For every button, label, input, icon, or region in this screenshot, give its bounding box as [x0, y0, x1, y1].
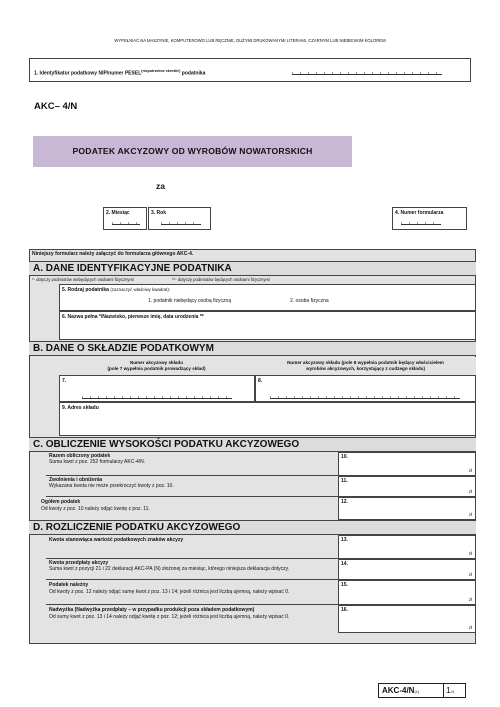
tax-due-input[interactable] — [338, 580, 476, 605]
year-input[interactable] — [161, 222, 201, 225]
overpayment-row — [46, 605, 338, 633]
exemptions-row — [46, 476, 338, 497]
col2-head-line1: Numer akcyzowy składu (pole 8 wypełnia podatnik będący właścicielem — [287, 360, 444, 365]
prepayment-input[interactable] — [338, 559, 476, 580]
field11-number: 11. — [341, 478, 348, 484]
field12-number: 12. — [341, 499, 348, 505]
col1-head-line1: Numer akcyzowy składu — [129, 360, 184, 365]
field11-unit: zł — [468, 489, 472, 494]
tax-due-desc: Od kwoty z poz. 12 należy odjąć sumę kwot z poz. 13 i 14; jeżeli różnica jest liczbą ujemną, należy wpisać 0. — [49, 589, 290, 595]
year-label: 3. Rok — [151, 210, 167, 216]
section-c-title: C. OBLICZENIE WYSOKOŚCI PODATKU AKCYZOWEGO — [33, 439, 300, 450]
tax-total-input[interactable] — [338, 452, 476, 476]
form-code: AKC– 4/N — [34, 101, 78, 112]
taxpayer-id-input[interactable] — [292, 72, 442, 75]
col2-head-line2: wyrobów akcyzowych, korzystający z cudzego składu) — [306, 366, 425, 371]
field14-number: 14. — [341, 561, 348, 567]
total-tax-row — [38, 497, 338, 519]
fill-instruction: WYPEŁNIAĆ NA MASZYNIE, KOMPUTEROWO LUB RĘCZNIE, DUŻYMI DRUKOWANYMI LITERAMI, CZARNYM LUB NIEBIESKIM KOLOREM — [114, 38, 386, 43]
field12-unit: zł — [468, 512, 472, 517]
col2-head — [255, 357, 476, 375]
col1-head-line2: (pole 7 wypełnia podatnik prowadzący skład) — [107, 366, 206, 371]
field9-label: 9. Adres składu — [62, 405, 99, 411]
field7-ticks — [82, 396, 232, 399]
footer-code-box — [378, 683, 466, 698]
footnote-legal: *- dotyczy podmiotów niebędących osobami fizycznymi — [32, 277, 134, 282]
field10-unit: zł — [468, 468, 472, 473]
field14-unit: zł — [468, 572, 472, 577]
taxpayer-id-box — [29, 58, 471, 82]
tax-due-title: Podatek należny — [49, 582, 89, 588]
footer-page: 1/4 — [446, 685, 455, 695]
taxpayer-id-label: 1. Identyfikator podatkowy NIP/numer $PESEL^{(niepotrzebne skreślić)}$ podatnika — [34, 69, 206, 77]
field7-label: 7. — [62, 378, 67, 384]
field5-label: 5. Rodzaj podatnika (zaznaczyć właściwy kwadrat): — [62, 287, 171, 293]
form-title: PODATEK AKCYZOWY OD WYROBÓW NOWATORSKICH — [72, 146, 313, 156]
prepayment-desc: Suma kwot z pozycji 21 i 22 deklaracji AKC-PA (N) złożonej za miesiąc, którego niniejsza deklaracja dotyczy. — [49, 566, 290, 572]
overpayment-title: Nadwyżka (Nadwyżka przedpłaty – w przypadku produkcji poza składem podatkowym) — [49, 607, 255, 613]
opt1-label: 1. podatnik niebędący osobą fizyczną — [148, 298, 232, 304]
field10-number: 10. — [341, 454, 348, 460]
prepayment-title: Kwota przedpłaty akcyzy — [49, 560, 109, 566]
field13-number: 13. — [341, 537, 348, 543]
tax-due-row — [46, 580, 338, 605]
other-warehouse-number-field[interactable] — [255, 375, 476, 402]
exemptions-desc: Wykazana kwota nie może przekroczyć kwoty z poz. 10. — [49, 483, 174, 489]
excise-stamps-title: Kwota stanowiąca wartość podatkowych znaków akcyzy — [49, 537, 184, 543]
month-input[interactable] — [112, 222, 140, 225]
field16-unit: zł — [468, 625, 472, 630]
za-label: za — [156, 181, 165, 191]
tax-total-row — [46, 452, 338, 476]
form-number-box[interactable] — [392, 207, 467, 230]
section-a-header — [29, 261, 476, 276]
attach-note: Niniejszy formularz należy załączyć do formularza głównego AKC-4. — [32, 251, 194, 257]
overpayment-input[interactable] — [338, 605, 476, 633]
excise-stamps-row — [46, 535, 338, 559]
excise-stamps-input[interactable] — [338, 535, 476, 559]
title-band — [33, 136, 352, 167]
field13-unit: zł — [468, 551, 472, 556]
exemptions-input[interactable] — [338, 476, 476, 497]
warehouse-address-field[interactable] — [59, 402, 476, 436]
section-b-title: B. DANE O SKŁADZIE PODATKOWYM — [33, 343, 214, 354]
field15-unit: zł — [468, 597, 472, 602]
section-a-title: A. DANE IDENTYFIKACYJNE PODATNIKA — [33, 263, 232, 274]
field8-ticks — [270, 396, 460, 399]
full-name-field[interactable] — [59, 311, 476, 340]
exemptions-title: Zwolnienia i obniżenia — [49, 477, 103, 483]
month-box[interactable] — [103, 207, 147, 230]
tax-total-desc: Suma kwot z poz. 252 formularzy AKC-4/N. — [49, 459, 146, 465]
taxpayer-type-field — [59, 284, 476, 311]
col1-head — [59, 357, 254, 375]
section-d-header — [29, 520, 476, 535]
opt2-label: 2. osoba fizyczna — [290, 298, 329, 304]
year-box[interactable] — [148, 207, 211, 230]
total-tax-desc: Od kwoty z poz. 10 należy odjąć kwotę z poz. 11. — [41, 506, 150, 512]
section-c-header — [29, 437, 476, 452]
footnote-natural: **- dotyczy podmiotów będących osobami fizycznymi — [172, 277, 270, 282]
overpayment-desc: Od sumy kwot z poz. 13 i 14 należy odjąć kwotę z poz. 12; jeżeli różnica jest liczbą ujemną, należy wpisać 0. — [49, 614, 290, 620]
footer-divider — [443, 684, 444, 697]
field15-number: 15. — [341, 582, 348, 588]
total-tax-input[interactable] — [338, 497, 476, 520]
warehouse-number-field[interactable] — [59, 375, 255, 402]
footer-code: AKC-4/N(1) — [382, 686, 420, 695]
section-d-title: D. ROZLICZENIE PODATKU AKCYZOWEGO — [33, 522, 241, 533]
form-number-input[interactable] — [401, 222, 441, 225]
field16-number: 16. — [341, 607, 348, 613]
form-number-label: 4. Numer formularza — [395, 210, 444, 216]
total-tax-title: Ogółem podatek — [41, 499, 81, 505]
field6-label: 6. Nazwa pełna */Nazwisko, pierwsze imię, data urodzenia ** — [62, 314, 204, 320]
tax-total-title: Razem obliczony podatek — [49, 453, 111, 459]
prepayment-row — [46, 559, 338, 580]
month-label: 2. Miesiąc — [106, 210, 130, 216]
section-b-header — [29, 341, 476, 356]
field8-label: 8. — [258, 378, 263, 384]
